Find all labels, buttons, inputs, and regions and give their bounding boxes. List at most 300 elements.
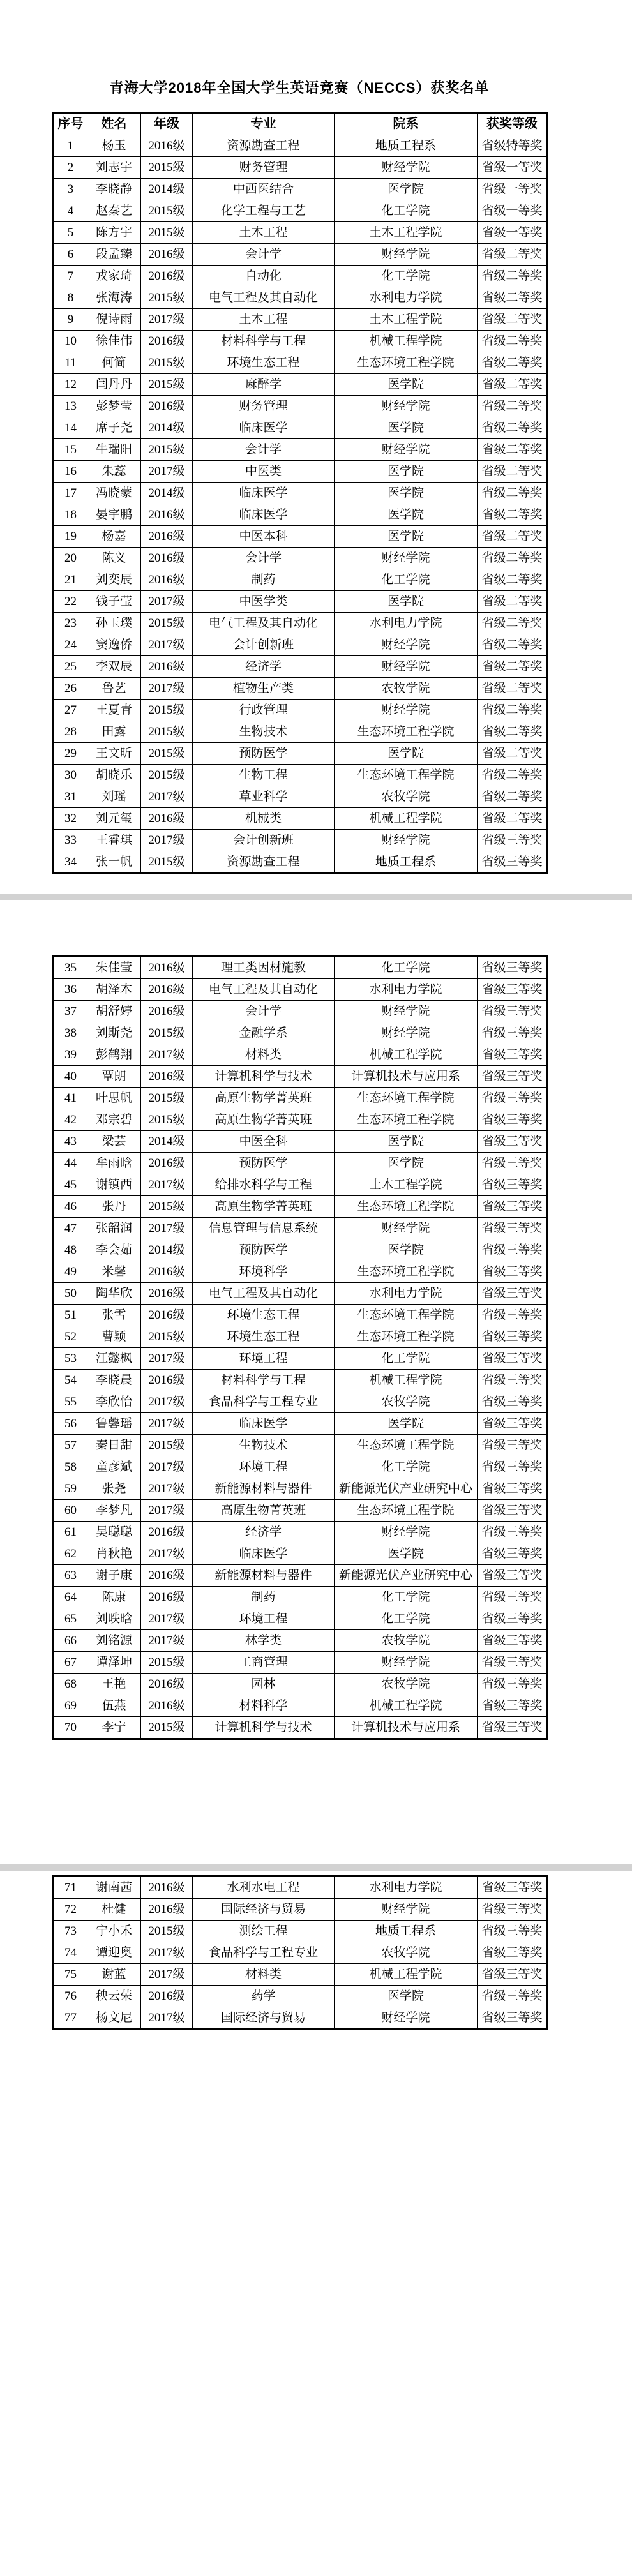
cell-award: 省级三等奖 [478,830,548,851]
cell-name: 王夏青 [87,700,141,721]
cell-major: 信息管理与信息系统 [193,1218,335,1239]
cell-index: 29 [54,743,87,765]
cell-name: 胡晓乐 [87,765,141,786]
cell-index: 6 [54,244,87,266]
cell-award: 省级二等奖 [478,504,548,526]
cell-dept: 医学院 [335,1413,478,1435]
cell-name: 张一帆 [87,851,141,874]
table-row [54,287,548,309]
cell-index: 16 [54,461,87,483]
cell-dept: 财经学院 [335,656,478,678]
cell-award: 省级三等奖 [478,1587,548,1608]
table-row [54,765,548,786]
cell-major: 环境工程 [193,1608,335,1630]
cell-award: 省级二等奖 [478,483,548,504]
cell-dept: 医学院 [335,1153,478,1174]
cell-grade: 2017级 [141,1630,193,1652]
cell-index: 68 [54,1674,87,1695]
cell-grade: 2017级 [141,1478,193,1500]
cell-major: 园林 [193,1674,335,1695]
cell-grade: 2016级 [141,135,193,157]
table-row [54,1066,548,1088]
table-row [54,721,548,743]
cell-award: 省级二等奖 [478,439,548,461]
table-row [54,461,548,483]
cell-major: 工商管理 [193,1652,335,1674]
cell-award: 省级二等奖 [478,569,548,591]
cell-award: 省级三等奖 [478,1239,548,1261]
cell-major: 电气工程及其自动化 [193,979,335,1001]
table-row [54,1196,548,1218]
cell-award: 省级三等奖 [478,1109,548,1131]
table-row [54,1174,548,1196]
cell-award: 省级二等奖 [478,548,548,569]
award-table-page-3 [52,1875,548,2030]
table-row [54,700,548,721]
table-row [54,1088,548,1109]
cell-major: 电气工程及其自动化 [193,613,335,634]
table-row [54,1022,548,1044]
table-row [54,331,548,352]
page-break-separator [0,894,632,900]
cell-major: 自动化 [193,266,335,287]
cell-name: 鲁艺 [87,678,141,700]
cell-dept: 农牧学院 [335,678,478,700]
cell-award: 省级二等奖 [478,721,548,743]
cell-major: 麻醉学 [193,374,335,396]
cell-index: 56 [54,1413,87,1435]
cell-grade: 2016级 [141,656,193,678]
cell-name: 李欣怡 [87,1391,141,1413]
cell-award: 省级三等奖 [478,1921,548,1942]
cell-name: 秦日甜 [87,1435,141,1456]
cell-major: 测绘工程 [193,1921,335,1942]
cell-award: 省级三等奖 [478,1674,548,1695]
table-row [54,1391,548,1413]
award-table-page-1 [52,112,548,874]
cell-dept: 水利电力学院 [335,1283,478,1305]
cell-major: 材料类 [193,1964,335,1986]
cell-name: 伍燕 [87,1695,141,1717]
table-row [54,483,548,504]
cell-name: 吴聪聪 [87,1522,141,1543]
cell-name: 席子尧 [87,417,141,439]
table-row [54,1899,548,1921]
cell-major: 食品科学与工程专业 [193,1942,335,1964]
cell-award: 省级三等奖 [478,1174,548,1196]
cell-name: 朱佳莹 [87,957,141,979]
cell-index: 35 [54,957,87,979]
cell-major: 中医全科 [193,1131,335,1153]
page-break-separator [0,1864,632,1871]
cell-major: 预防医学 [193,1153,335,1174]
table-row [54,1652,548,1674]
cell-index: 18 [54,504,87,526]
cell-grade: 2016级 [141,808,193,830]
cell-index: 43 [54,1131,87,1153]
cell-major: 制药 [193,569,335,591]
cell-index: 41 [54,1088,87,1109]
cell-major: 中医学类 [193,591,335,613]
cell-award: 省级二等奖 [478,331,548,352]
cell-award: 省级三等奖 [478,1348,548,1370]
cell-dept: 农牧学院 [335,1942,478,1964]
cell-index: 75 [54,1964,87,1986]
cell-index: 76 [54,1986,87,2007]
cell-dept: 财经学院 [335,1001,478,1022]
cell-grade: 2016级 [141,331,193,352]
cell-grade: 2015级 [141,1435,193,1456]
table-row [54,526,548,548]
cell-major: 中西医结合 [193,179,335,200]
cell-name: 胡泽木 [87,979,141,1001]
cell-grade: 2014级 [141,483,193,504]
cell-dept: 生态环境工程学院 [335,352,478,374]
table-body-2 [54,957,548,1739]
cell-index: 11 [54,352,87,374]
cell-grade: 2015级 [141,1921,193,1942]
cell-major: 临床医学 [193,417,335,439]
cell-major: 材料科学与工程 [193,331,335,352]
cell-index: 28 [54,721,87,743]
cell-name: 邓宗碧 [87,1109,141,1131]
cell-dept: 化工学院 [335,957,478,979]
table-row [54,309,548,331]
cell-name: 陶华欣 [87,1283,141,1305]
cell-name: 张尧 [87,1478,141,1500]
cell-major: 临床医学 [193,1413,335,1435]
cell-dept: 计算机技术与应用系 [335,1066,478,1088]
cell-name: 张雪 [87,1305,141,1326]
cell-award: 省级三等奖 [478,957,548,979]
cell-name: 窦逸侨 [87,634,141,656]
cell-grade: 2017级 [141,1942,193,1964]
cell-award: 省级二等奖 [478,396,548,417]
table-row [54,1044,548,1066]
cell-grade: 2016级 [141,396,193,417]
cell-dept: 医学院 [335,1543,478,1565]
cell-dept: 化工学院 [335,266,478,287]
cell-major: 生物技术 [193,1435,335,1456]
cell-dept: 农牧学院 [335,1674,478,1695]
cell-dept: 医学院 [335,417,478,439]
cell-major: 预防医学 [193,1239,335,1261]
cell-name: 王文昕 [87,743,141,765]
table-row [54,1348,548,1370]
table-row [54,1305,548,1326]
cell-index: 46 [54,1196,87,1218]
cell-name: 杨文尼 [87,2007,141,2030]
header-col-index: 序号 [54,113,87,135]
cell-major: 高原生物学菁英班 [193,1088,335,1109]
table-row [54,2007,548,2030]
cell-grade: 2015级 [141,287,193,309]
cell-dept: 化工学院 [335,200,478,222]
cell-index: 52 [54,1326,87,1348]
table-row [54,1478,548,1500]
cell-award: 省级二等奖 [478,700,548,721]
table-row [54,548,548,569]
cell-index: 33 [54,830,87,851]
cell-dept: 农牧学院 [335,786,478,808]
cell-award: 省级三等奖 [478,1456,548,1478]
cell-award: 省级三等奖 [478,1565,548,1587]
table-row [54,244,548,266]
table-row [54,957,548,979]
header-col-major: 专业 [193,113,335,135]
cell-major: 制药 [193,1587,335,1608]
cell-award: 省级三等奖 [478,1717,548,1739]
cell-dept: 地质工程系 [335,851,478,874]
cell-name: 秧云荣 [87,1986,141,2007]
cell-index: 44 [54,1153,87,1174]
cell-award: 省级二等奖 [478,743,548,765]
cell-grade: 2017级 [141,1391,193,1413]
table-row [54,1239,548,1261]
cell-dept: 财经学院 [335,244,478,266]
cell-grade: 2014级 [141,179,193,200]
cell-award: 省级二等奖 [478,786,548,808]
table-row [54,1964,548,1986]
table-row [54,135,548,157]
cell-award: 省级三等奖 [478,1942,548,1964]
cell-major: 电气工程及其自动化 [193,1283,335,1305]
cell-dept: 土木工程学院 [335,222,478,244]
cell-index: 77 [54,2007,87,2030]
cell-grade: 2017级 [141,309,193,331]
cell-grade: 2017级 [141,1500,193,1522]
cell-award: 省级三等奖 [478,1153,548,1174]
cell-index: 4 [54,200,87,222]
cell-dept: 医学院 [335,179,478,200]
cell-name: 张海涛 [87,287,141,309]
cell-dept: 生态环境工程学院 [335,1088,478,1109]
table-row [54,1674,548,1695]
cell-dept: 机械工程学院 [335,331,478,352]
cell-award: 省级二等奖 [478,352,548,374]
cell-dept: 生态环境工程学院 [335,1305,478,1326]
cell-major: 财务管理 [193,396,335,417]
table-row [54,678,548,700]
cell-index: 20 [54,548,87,569]
cell-dept: 医学院 [335,526,478,548]
cell-dept: 生态环境工程学院 [335,765,478,786]
table-row [54,979,548,1001]
cell-index: 74 [54,1942,87,1964]
cell-dept: 农牧学院 [335,1630,478,1652]
table-row [54,1456,548,1478]
cell-award: 省级三等奖 [478,1876,548,1899]
table-row [54,1695,548,1717]
cell-index: 40 [54,1066,87,1088]
cell-major: 资源勘查工程 [193,135,335,157]
cell-index: 70 [54,1717,87,1739]
cell-award: 省级三等奖 [478,1522,548,1543]
cell-grade: 2016级 [141,1001,193,1022]
cell-grade: 2014级 [141,417,193,439]
cell-grade: 2016级 [141,1370,193,1391]
table-row [54,157,548,179]
cell-index: 55 [54,1391,87,1413]
cell-index: 22 [54,591,87,613]
cell-major: 理工类因材施教 [193,957,335,979]
cell-major: 水利水电工程 [193,1876,335,1899]
cell-award: 省级二等奖 [478,765,548,786]
table-row [54,830,548,851]
cell-index: 36 [54,979,87,1001]
cell-grade: 2016级 [141,1261,193,1283]
cell-index: 5 [54,222,87,244]
cell-index: 12 [54,374,87,396]
cell-dept: 机械工程学院 [335,1044,478,1066]
cell-index: 13 [54,396,87,417]
cell-grade: 2016级 [141,526,193,548]
cell-index: 31 [54,786,87,808]
cell-name: 刘元玺 [87,808,141,830]
cell-name: 李晓晨 [87,1370,141,1391]
cell-grade: 2017级 [141,1044,193,1066]
cell-grade: 2015级 [141,1717,193,1739]
cell-name: 张韶润 [87,1218,141,1239]
cell-name: 谢南茜 [87,1876,141,1899]
cell-index: 25 [54,656,87,678]
cell-dept: 化工学院 [335,1456,478,1478]
cell-dept: 医学院 [335,374,478,396]
cell-major: 高原生物菁英班 [193,1500,335,1522]
cell-index: 34 [54,851,87,874]
cell-grade: 2015级 [141,1652,193,1674]
cell-name: 谭泽坤 [87,1652,141,1674]
table-row [54,1543,548,1565]
cell-award: 省级特等奖 [478,135,548,157]
cell-award: 省级三等奖 [478,1001,548,1022]
cell-name: 朱蕊 [87,461,141,483]
cell-name: 刘斯尧 [87,1022,141,1044]
award-table-page-2 [52,955,548,1740]
cell-grade: 2017级 [141,1348,193,1370]
cell-award: 省级一等奖 [478,157,548,179]
cell-grade: 2017级 [141,830,193,851]
cell-grade: 2016级 [141,1565,193,1587]
cell-name: 曹颖 [87,1326,141,1348]
cell-award: 省级三等奖 [478,2007,548,2030]
table-row [54,352,548,374]
cell-grade: 2017级 [141,591,193,613]
table-row [54,1283,548,1305]
cell-dept: 土木工程学院 [335,309,478,331]
cell-name: 冯晓蒙 [87,483,141,504]
cell-index: 3 [54,179,87,200]
cell-index: 21 [54,569,87,591]
cell-major: 新能源材料与器件 [193,1478,335,1500]
table-row [54,1942,548,1964]
cell-grade: 2014级 [141,1131,193,1153]
table-row [54,1153,548,1174]
cell-dept: 化工学院 [335,569,478,591]
cell-dept: 财经学院 [335,157,478,179]
table-row [54,1608,548,1630]
cell-major: 国际经济与贸易 [193,2007,335,2030]
cell-name: 王艳 [87,1674,141,1695]
cell-index: 26 [54,678,87,700]
cell-major: 临床医学 [193,504,335,526]
header-row [54,113,548,135]
cell-index: 62 [54,1543,87,1565]
cell-grade: 2015级 [141,1326,193,1348]
cell-dept: 医学院 [335,743,478,765]
cell-index: 53 [54,1348,87,1370]
cell-grade: 2016级 [141,244,193,266]
cell-index: 49 [54,1261,87,1283]
cell-major: 电气工程及其自动化 [193,287,335,309]
cell-grade: 2016级 [141,266,193,287]
cell-dept: 新能源光伏产业研究中心 [335,1478,478,1500]
cell-dept: 化工学院 [335,1587,478,1608]
cell-name: 谭迎奥 [87,1942,141,1964]
cell-award: 省级三等奖 [478,1196,548,1218]
cell-grade: 2015级 [141,765,193,786]
cell-grade: 2015级 [141,1088,193,1109]
cell-index: 59 [54,1478,87,1500]
header-col-dept: 院系 [335,113,478,135]
cell-index: 1 [54,135,87,157]
table-body-1 [54,135,548,874]
cell-award: 省级二等奖 [478,678,548,700]
cell-major: 财务管理 [193,157,335,179]
cell-name: 晏宇鹏 [87,504,141,526]
cell-major: 机械类 [193,808,335,830]
cell-dept: 医学院 [335,591,478,613]
cell-award: 省级三等奖 [478,1478,548,1500]
table-row [54,786,548,808]
table-row [54,222,548,244]
cell-grade: 2017级 [141,678,193,700]
cell-dept: 财经学院 [335,439,478,461]
cell-grade: 2016级 [141,569,193,591]
cell-index: 10 [54,331,87,352]
table-row [54,1131,548,1153]
cell-name: 彭梦莹 [87,396,141,417]
cell-major: 国际经济与贸易 [193,1899,335,1921]
cell-grade: 2016级 [141,1153,193,1174]
cell-dept: 生态环境工程学院 [335,1196,478,1218]
cell-name: 赵秦艺 [87,200,141,222]
cell-award: 省级一等奖 [478,222,548,244]
cell-index: 8 [54,287,87,309]
cell-index: 57 [54,1435,87,1456]
table-row [54,1921,548,1942]
cell-name: 徐佳伟 [87,331,141,352]
cell-dept: 医学院 [335,1239,478,1261]
cell-grade: 2017级 [141,1456,193,1478]
cell-grade: 2016级 [141,1587,193,1608]
table-row [54,1500,548,1522]
cell-dept: 财经学院 [335,2007,478,2030]
cell-dept: 地质工程系 [335,135,478,157]
cell-index: 65 [54,1608,87,1630]
table-row [54,656,548,678]
cell-dept: 医学院 [335,1131,478,1153]
cell-award: 省级三等奖 [478,1652,548,1674]
cell-grade: 2017级 [141,461,193,483]
cell-award: 省级二等奖 [478,461,548,483]
cell-award: 省级三等奖 [478,1131,548,1153]
header-col-award: 获奖等级 [478,113,548,135]
cell-major: 药学 [193,1986,335,2007]
cell-index: 69 [54,1695,87,1717]
cell-dept: 机械工程学院 [335,1695,478,1717]
cell-dept: 生态环境工程学院 [335,721,478,743]
